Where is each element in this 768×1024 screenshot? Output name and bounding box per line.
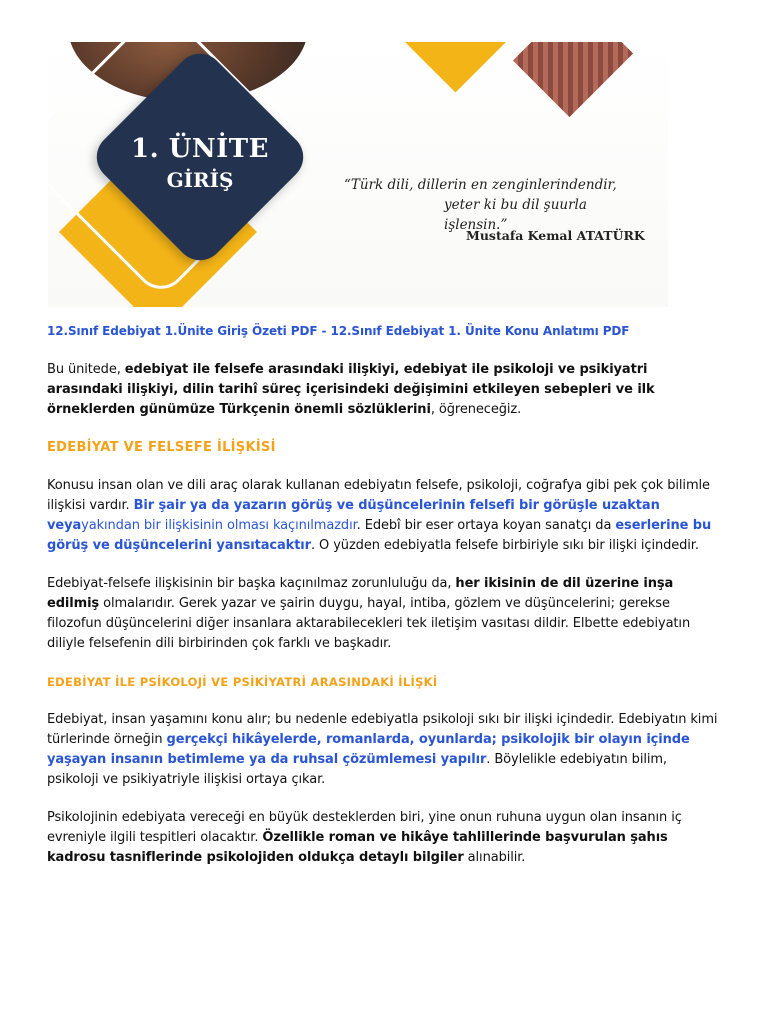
article-link-title[interactable]: 12.Sınıf Edebiyat 1.Ünite Giriş Özeti PDF - 12.Sınıf Edebiyat 1. Ünite Konu Anlatımı PDF [47,324,630,338]
psikoloji-p1-text-2: . Böylelikle edebiyatın bilim, psikoloji ve psikiyatriyle ilişkisi ortaya çıkar. [47,752,667,787]
section-heading-felsefe: EDEBİYAT VE FELSEFE İLİŞKİSİ [47,440,276,455]
banner-photo-right [513,42,633,117]
article-content [47,320,719,886]
felsefe-p2-bold: her ikisinin de dil üzerine inşa edilmiş [47,576,674,611]
psikoloji-p2-text-1: Psikolojinin edebiyata vereceği en büyük desteklerden biri, yine onun ruhuna uygun olan insanın iç evreniyle ilgili tespitleri olacaktır. [47,810,682,845]
psikoloji-paragraph-2 [47,808,719,868]
psikoloji-p1-highlight: gerçekçi hikâyelerde, romanlarda, oyunlarda; psikolojik bir olayın içinde yaşayan insanın betimleme ya da ruhsal çözümlemesi yapılır [47,732,690,767]
section-heading-psikoloji: EDEBİYAT İLE PSİKOLOJİ VE PSİKİYATRİ ARASINDAKİ İLİŞKİ [47,675,438,689]
intro-text-2: , öğreneceğiz. [430,402,522,417]
psikoloji-paragraph-1 [47,710,719,790]
intro-paragraph [47,360,719,420]
felsefe-p1-highlight-1: Bir şair ya da yazarın görüş ve düşüncelerinin felsefi bir görüşle uzaktan veya [47,498,660,533]
felsefe-paragraph-2 [47,574,719,654]
quote [344,175,644,235]
quote-author: Mustafa Kemal ATATÜRK [466,228,645,243]
unit-banner [48,42,668,307]
intro-text-1: Bu ünitede, [47,362,125,377]
felsefe-p1-highlight-3: eserlerine bu görüş ve düşüncelerini yansıtacaktır [47,518,712,553]
psikoloji-p1-text-1: Edebiyat, insan yaşamını konu alır; bu nedenle edebiyatla psikoloji sıkı bir ilişki içindedir. Edebiyatın kimi türlerinde örneğin [47,712,718,747]
felsefe-p1-text-2: . Edebî bir eser ortaya koyan sanatçı da [356,518,616,533]
psikoloji-p2-bold: Özellikle roman ve hikâye tahlillerinde başvurulan şahıs kadrosu tasniflerinde psikolojiden oldukça detaylı bilgiler [47,830,668,865]
intro-bold: edebiyat ile felsefe arasındaki ilişkiyi, edebiyat ile psikoloji ve psikiyatri arasındaki ilişkiyi, dilin tarihî süreç içerisindeki değişimini etkileyen sebepleri ve ilk örneklerden günümüze Türkçenin önemli sözlüklerini [47,362,655,417]
quote-line-1: “Türk dili, dillerin en zenginlerindendir, [344,177,617,193]
felsefe-paragraph-1 [47,476,719,556]
quote-line-2: yeter ki bu dil şuurla işlensin.” [444,197,587,233]
unit-title-block [110,134,290,192]
felsefe-p2-text-1: Edebiyat-felsefe ilişkisinin bir başka kaçınılmaz zorunluluğu da, [47,576,456,591]
felsefe-p1-highlight-2: yakından bir ilişkisinin olması kaçınılmazdır [81,518,357,533]
felsefe-p1-text-1: Konusu insan olan ve dili araç olarak kullanan edebiyatın felsefe, psikoloji, coğrafya gibi pek çok bilimle ilişkisi vardır. [47,478,710,513]
felsefe-p1-text-3: . O yüzden edebiyatla felsefe birbiriyle sıkı bir ilişki içindedir. [310,538,699,553]
unit-title: 1. ÜNİTE [131,134,269,164]
unit-subtitle: GİRİŞ [166,168,234,192]
felsefe-p2-text-2: olmalarıdır. Gerek yazar ve şairin duygu, hayal, intiba, gözlem ve düşüncelerini; gerekse filozofun düşüncelerini diğer insanlara aktarabilecekleri tek iletişim vasıtası dildir. Elbette edebiyatın diliyle felsefenin dili birbirinden çok farklı ve başkadır. [47,596,691,651]
gold-accent-top [402,42,508,93]
psikoloji-p2-text-2: alınabilir. [463,850,526,865]
